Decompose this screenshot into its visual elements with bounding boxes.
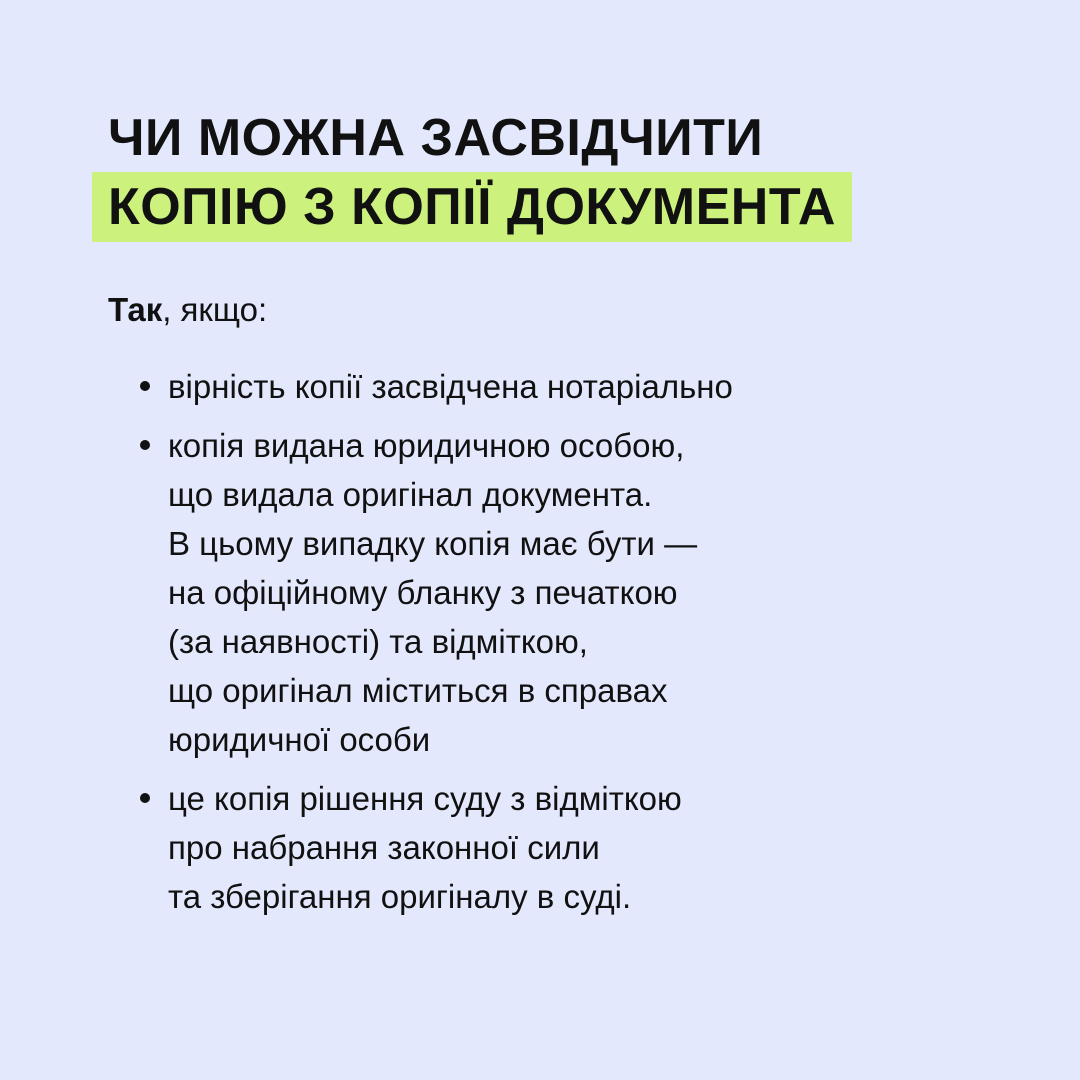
list-item-line: В цьому випадку копія має бути — bbox=[168, 525, 698, 562]
list-item-line: вірність копії засвідчена нотаріально bbox=[168, 368, 733, 405]
list-item bbox=[136, 421, 896, 764]
list-item-line: на офіційному бланку з печаткою bbox=[168, 574, 678, 611]
intro-bold-word: Так bbox=[108, 291, 163, 328]
list-item-line: копія видана юридичною особою, bbox=[168, 427, 685, 464]
list-item-line: та зберігання оригіналу в суді. bbox=[168, 878, 632, 915]
title-line-1: ЧИ МОЖНА ЗАСВІДЧИТИ bbox=[108, 109, 764, 167]
list-item-line: (за наявності) та відміткою, bbox=[168, 623, 588, 660]
list-item bbox=[136, 774, 896, 921]
list-item bbox=[136, 362, 896, 411]
list-item-line: про набрання законної сили bbox=[168, 829, 600, 866]
list-item-line: юридичної особи bbox=[168, 721, 431, 758]
bullet-icon bbox=[140, 440, 150, 450]
intro-rest: , якщо: bbox=[162, 291, 268, 328]
bullet-icon bbox=[140, 793, 150, 803]
conditions-list bbox=[136, 362, 896, 931]
intro-text bbox=[108, 288, 267, 332]
list-item-line: що оригінал міститься в справах bbox=[168, 672, 668, 709]
title-line-2-highlighted: КОПІЮ З КОПІЇ ДОКУМЕНТА bbox=[92, 172, 852, 242]
list-item-line: це копія рішення суду з відміткою bbox=[168, 780, 682, 817]
list-item-line: що видала оригінал документа. bbox=[168, 476, 653, 513]
page-title bbox=[92, 104, 992, 242]
bullet-icon bbox=[140, 381, 150, 391]
